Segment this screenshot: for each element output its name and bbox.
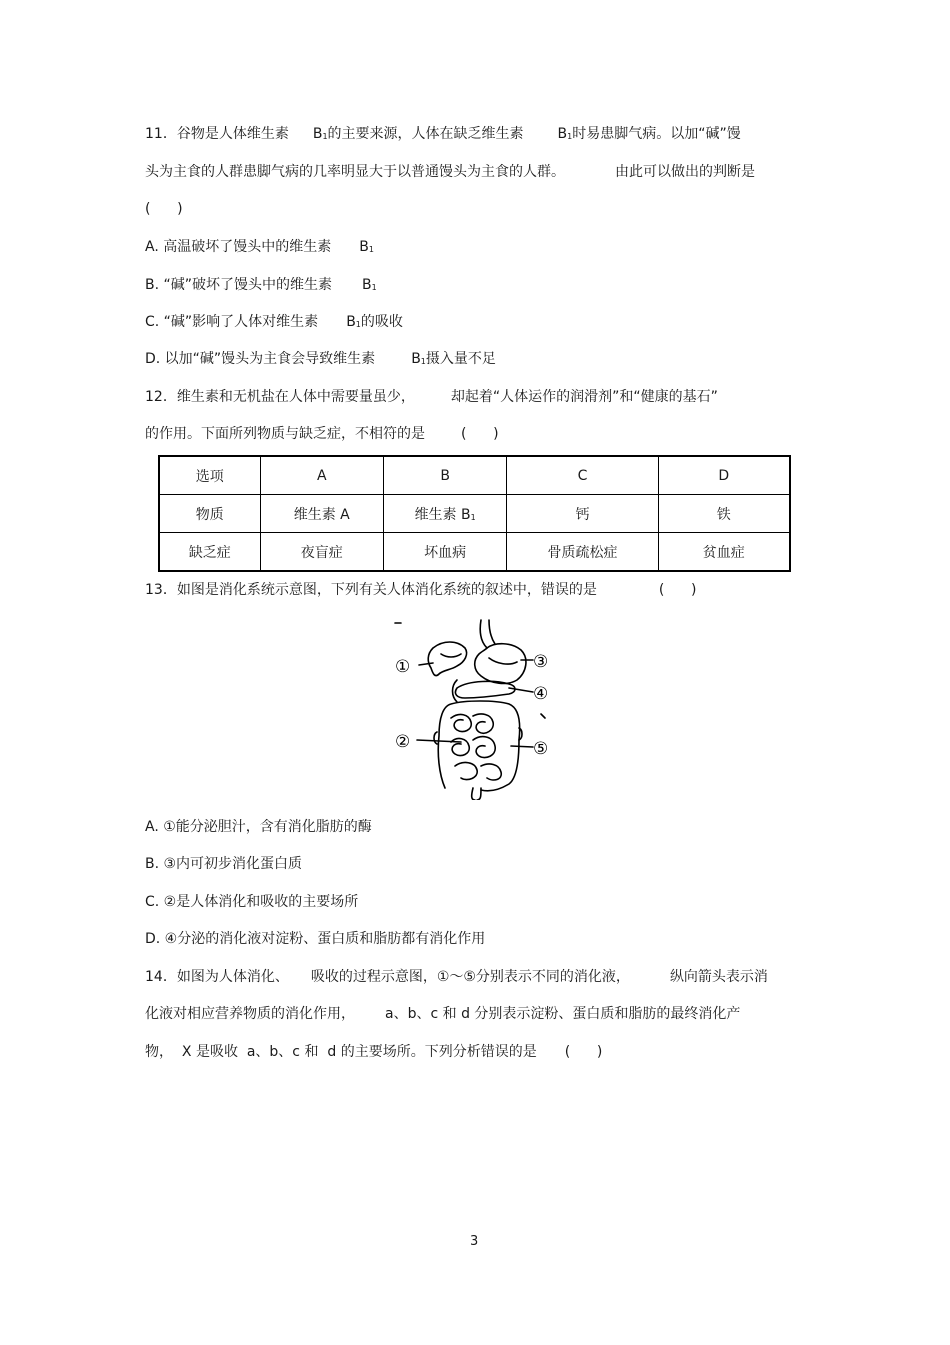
table-cell: 铁 [658, 495, 790, 533]
subscript: 1 [420, 357, 426, 366]
vitamin-b-symbol: B [362, 277, 372, 293]
leader-line-1 [419, 663, 433, 665]
q11-text: 11．谷物是人体维生素 [145, 126, 289, 142]
q13-option-b[interactable]: B. ③内可初步消化蛋白质 [145, 856, 303, 872]
subscript: 1 [322, 132, 328, 141]
mark-line [541, 714, 545, 718]
vitamin-b-symbol: B [411, 351, 421, 367]
vitamin-b-symbol: B [557, 126, 568, 142]
rectum [472, 788, 481, 800]
q14-text: 物， X 是吸收 a、b、c 和 d 的主要场所。下列分析错误的是 [145, 1044, 537, 1060]
table-header-row [159, 456, 790, 495]
q11-stem-line2 [145, 162, 755, 182]
small-intestine [451, 714, 501, 780]
table-cell: 钙 [507, 495, 658, 533]
table-cell: 维生素 A [260, 495, 383, 533]
q14-stem-line2 [145, 1004, 740, 1024]
label-4: ④ [533, 684, 549, 704]
cell-text: 维生素 B [414, 506, 471, 523]
liver-lobe [441, 654, 461, 657]
liver [428, 642, 466, 676]
table-cell: A [260, 456, 383, 495]
subscript: 1 [567, 132, 573, 141]
answer-paren: ( ) [564, 1044, 603, 1060]
option-text: C. “碱”影响了人体对维生素 [145, 314, 319, 330]
q12-text: 12．维生素和无机盐在人体中需要量虽少， [145, 389, 415, 405]
q11-stem-line1 [145, 124, 741, 147]
table-cell: 坏血病 [383, 533, 506, 572]
option-text: A. 高温破坏了馒头中的维生素 [145, 239, 332, 255]
subscript: 1 [368, 245, 374, 254]
q14-text: a、b、c 和 d 分别表示淀粉、蛋白质和脂肪的最终消化产 [385, 1006, 741, 1022]
leader-line-4 [509, 688, 533, 692]
digestive-system-diagram [385, 618, 560, 800]
vitamin-b-symbol: B [346, 314, 356, 330]
answer-paren: ( ) [461, 426, 499, 442]
option-text: 摄入量不足 [425, 351, 496, 367]
subscript: 1 [470, 512, 476, 522]
q11-text: 由此可以做出的判断是 [615, 164, 755, 180]
label-2: ② [395, 732, 411, 752]
q11-text: 的主要来源，人体在缺乏维生素 [327, 126, 524, 142]
option-text: 的吸收 [360, 314, 403, 330]
q13-text: 13．如图是消化系统示意图，下列有关人体消化系统的叙述中，错误的是 [145, 582, 597, 598]
q12-stem-line1 [145, 387, 718, 407]
option-text: B. “碱”破坏了馒头中的维生素 [145, 277, 333, 293]
table-cell: B [383, 456, 506, 495]
vitamin-b-symbol: B [312, 126, 323, 142]
q11-option-c[interactable] [145, 312, 403, 335]
q11-option-b[interactable] [145, 275, 377, 298]
table-cell [383, 495, 506, 533]
q11-option-d[interactable] [145, 349, 496, 372]
q13-stem [145, 580, 696, 600]
q14-stem-line3 [145, 1042, 602, 1062]
vitamin-b-symbol: B [359, 239, 369, 255]
q13-option-d[interactable]: D. ④分泌的消化液对淀粉、蛋白质和脂肪都有消化作用 [145, 931, 486, 947]
label-1: ① [395, 657, 411, 677]
stomach-fold [489, 658, 517, 664]
q14-text: 吸收的过程示意图，①～⑤分别表示不同的消化液， [310, 969, 630, 985]
label-3: ③ [533, 652, 549, 672]
label-5: ⑤ [533, 739, 549, 759]
q12-options-table [158, 455, 791, 572]
pancreas [455, 681, 515, 698]
q11-option-a[interactable] [145, 237, 374, 260]
q14-stem-line1 [145, 967, 768, 987]
q14-text: 化液对相应营养物质的消化作用， [145, 1006, 355, 1022]
option-text: D. 以加“碱”馒头为主食会导致维生素 [145, 351, 376, 367]
q11-answer-paren: ( ) [145, 201, 183, 217]
table-row [159, 495, 790, 533]
q14-text: 纵向箭头表示消 [669, 969, 768, 985]
subscript: 1 [371, 283, 377, 292]
q11-text: 时易患脚气病。以加“碱”馒 [572, 126, 741, 142]
q13-option-c[interactable]: C. ②是人体消化和吸收的主要场所 [145, 894, 359, 910]
leader-line-5 [511, 746, 533, 747]
table-cell: 选项 [159, 456, 260, 495]
table-cell: 物质 [159, 495, 260, 533]
esophagus [480, 620, 495, 648]
answer-paren: ( ) [658, 582, 697, 598]
table-cell: C [507, 456, 658, 495]
q12-stem-line2 [145, 424, 499, 444]
q11-text: 头为主食的人群患脚气病的几率明显大于以普通馒头为主食的人群。 [145, 164, 565, 180]
table-cell: 夜盲症 [260, 533, 383, 572]
table-cell: 缺乏症 [159, 533, 260, 572]
page-number: 3 [470, 1234, 479, 1249]
table-cell: 贫血症 [658, 533, 790, 572]
q14-text: 14．如图为人体消化、 [145, 969, 289, 985]
subscript: 1 [355, 320, 361, 329]
q12-text: 却起着“人体运作的润滑剂”和“健康的基石” [450, 389, 718, 405]
q12-text: 的作用。下面所列物质与缺乏症，不相符的是 [145, 426, 425, 442]
table-cell: 骨质疏松症 [507, 533, 658, 572]
table-row [159, 533, 790, 572]
table-cell: D [658, 456, 790, 495]
q13-option-a[interactable]: A. ①能分泌胆汁，含有消化脂肪的酶 [145, 819, 372, 835]
